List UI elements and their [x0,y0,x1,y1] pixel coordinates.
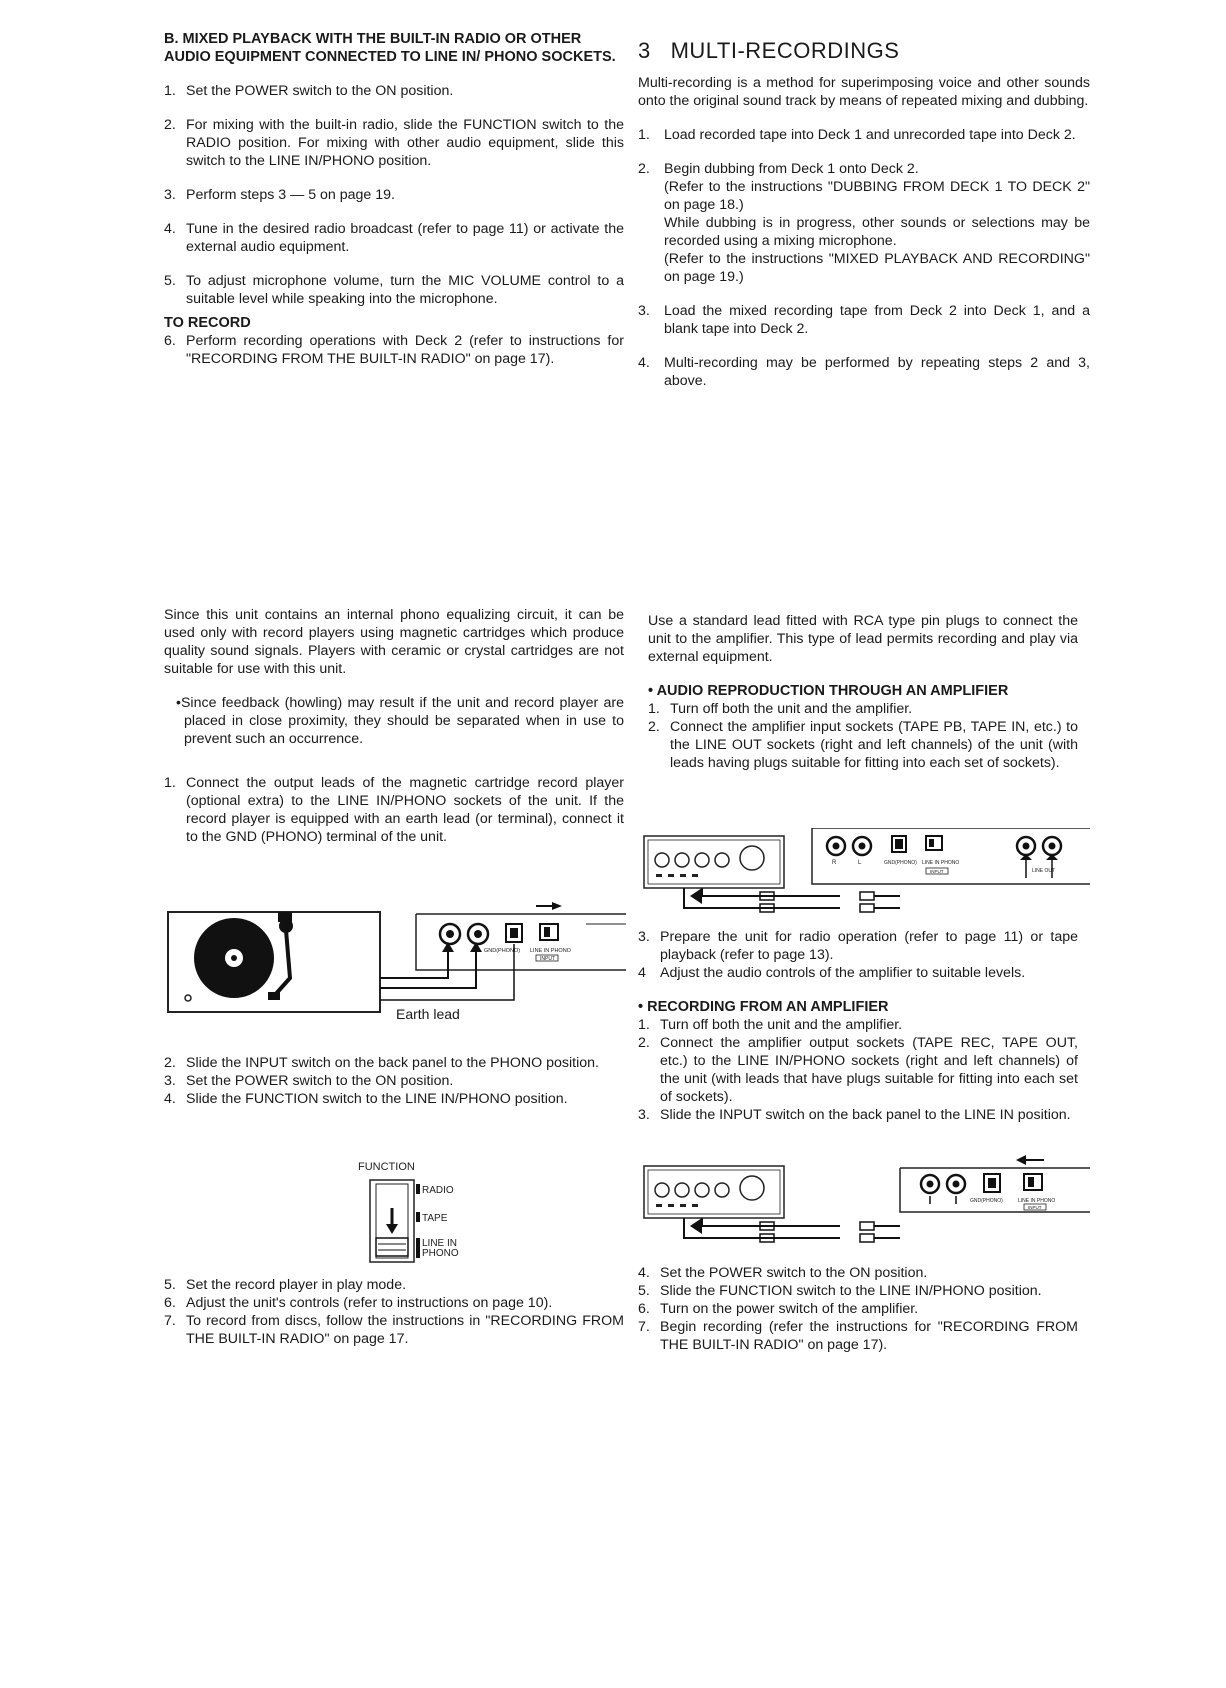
mixed-step-3: 3. Perform steps 3 — 5 on page 19. [164,187,395,203]
mixed-step-2: 2. For mixing with the built-in radio, slide the FUNCTION switch to the RADIO position. For mixing with other audio equipment, slide this switch to the LINE IN/PHONO position. [164,117,624,169]
function-switch-diagram [356,1158,496,1268]
function-line-in-label: LINE IN [422,1238,458,1249]
mixed-step-4: 4. Tune in the desired radio broadcast (refer to page 11) or activate the external audio equipment. [164,221,624,255]
phono-step-1: 1. Connect the output leads of the magnetic cartridge record player (optional extra) to the LINE IN/PHONO sockets of the unit. If the record player is equipped with an earth lead (or terminal), connect it to the GND (PHONO) terminal of the unit. [164,775,624,845]
repro-step-4: 4 Adjust the audio controls of the amplifier to suitable levels. [638,965,1026,981]
multi-intro: Multi-recording is a method for superimposing voice and other sounds onto the original sound track by means of repeated mixing and dubbing. [638,75,1090,109]
phono-section-bottom [164,1276,624,1348]
function-radio-label: RADIO [422,1185,454,1196]
repro-step-3: 3. Prepare the unit for radio operation (refer to page 11) or tape playback (refer to page 13). [638,929,1078,963]
phono-step-4: 4. Slide the FUNCTION switch to the LINE IN/PHONO position. [164,1091,568,1107]
phono-section-mid [164,1054,624,1108]
rec-step-3: 3. Slide the INPUT switch on the back panel to the LINE IN position. [638,1107,1071,1123]
amplifier-intro: Use a standard lead fitted with RCA type pin plugs to connect the unit to the amplifier. This type of lead permits recording and play via external equipment. [648,613,1078,665]
rec-step-1: 1. Turn off both the unit and the amplifier. [638,1017,903,1033]
audio-reproduction-heading: • AUDIO REPRODUCTION THROUGH AN AMPLIFIER [648,683,1009,699]
mixed-step-5: 5. To adjust microphone volume, turn the MIC VOLUME control to a suitable level while speaking into the microphone. [164,273,624,307]
phono-step-3: 3. Set the POWER switch to the ON position. [164,1073,454,1089]
svg-text:GND(PHONO): GND(PHONO) [884,860,917,866]
amplifier-line-in-diagram [640,1152,1090,1252]
amplifier-section-mid [638,928,1078,1124]
amplifier-section-top [648,612,1078,772]
rec-step-5: 5. Slide the FUNCTION switch to the LINE IN/PHONO position. [638,1283,1042,1299]
repro-step-2: 2. Connect the amplifier input sockets (TAPE PB, TAPE IN, etc.) to the LINE OUT sockets (right and left channels) of the unit (with leads having plugs suitable for fitting into each set of sockets). [648,719,1078,771]
earth-lead-label: Earth lead [396,1006,460,1022]
svg-text:INPUT: INPUT [1028,1205,1042,1210]
mixed-playback-heading: B. MIXED PLAYBACK WITH THE BUILT-IN RADIO OR OTHER AUDIO EQUIPMENT CONNECTED TO LINE IN/ PHONO SOCKETS. [164,31,616,65]
mixed-step-6: 6. Perform recording operations with Deck 2 (refer to instructions for "RECORDING FROM THE BUILT-IN RADIO" on page 17). [164,333,624,367]
multi-step-2: 2. Begin dubbing from Deck 1 onto Deck 2. (Refer to the instructions "DUBBING FROM DECK 1 TO DECK 2" on page 18.) While dubbing is in progress, other sounds or selections may be recorded using a mixing microphone. (Refer to the instructions "MIXED PLAYBACK AND RECORDING" on page 19.) [638,161,1090,285]
svg-text:LINE IN PHONO: LINE IN PHONO [1018,1198,1056,1204]
multi-step-4: 4. Multi-recording may be performed by repeating steps 2 and 3, above. [638,355,1090,389]
svg-text:INPUT: INPUT [930,869,944,874]
socket-r-label: R [832,860,837,866]
function-label: FUNCTION [358,1161,415,1173]
phono-step-6: 6. Adjust the unit's controls (refer to instructions on page 10). [164,1295,553,1311]
amplifier-section-bottom [638,1264,1078,1354]
line-in-phono-label: LINE IN PHONO [530,948,571,954]
phono-step-2: 2. Slide the INPUT switch on the back panel to the PHONO position. [164,1055,599,1071]
phono-section-top [164,606,624,846]
rec-step-6: 6. Turn on the power switch of the amplifier. [638,1301,919,1317]
amplifier-line-out-diagram [640,828,1090,924]
mixed-playback-section [164,30,624,368]
phono-step-7: 7. To record from discs, follow the instructions in "RECORDING FROM THE BUILT-IN RADIO" on page 17. [164,1313,624,1347]
multi-recordings-section [638,38,1090,390]
line-out-label: LINE OUT [1032,868,1056,874]
rec-step-4: 4. Set the POWER switch to the ON position. [638,1265,928,1281]
phono-intro: Since this unit contains an internal phono equalizing circuit, it can be used only with record players using magnetic cartridges which produce quality sound signals. Players with ceramic or crystal cartridges are not suitable for use with this unit. [164,607,624,677]
function-phono-label: PHONO [422,1248,459,1259]
phono-feedback-note: •Since feedback (howling) may result if the unit and record player are placed in close proximity, they should be separated when in use to prevent such an occurrence. [176,695,624,747]
multi-step-1: 1. Load recorded tape into Deck 1 and unrecorded tape into Deck 2. [638,127,1076,143]
rec-step-2: 2. Connect the amplifier output sockets (TAPE REC, TAPE OUT, etc.) to the LINE IN/PHONO sockets (right and left channels) of the unit (with leads that have plugs suitable for fitting into each set of sockets). [638,1035,1078,1105]
socket-l-label: L [858,860,862,866]
multi-recordings-title: 3 MULTI-RECORDINGS [638,38,900,63]
unit-panel [812,828,1090,884]
svg-text:LINE IN PHONO: LINE IN PHONO [922,860,960,866]
rec-step-7: 7. Begin recording (refer the instructions for "RECORDING FROM THE BUILT-IN RADIO" on page 17). [638,1319,1078,1353]
phono-step-5: 5. Set the record player in play mode. [164,1277,407,1293]
svg-text:GND(PHONO): GND(PHONO) [970,1198,1003,1204]
repro-step-1: 1. Turn off both the unit and the amplifier. [648,701,913,717]
to-record-heading: TO RECORD [164,315,251,331]
multi-step-3: 3. Load the mixed recording tape from Deck 2 into Deck 1, and a blank tape into Deck 2. [638,303,1090,337]
input-label: INPUT [540,956,555,962]
gnd-phono-label: GND(PHONO) [484,948,521,954]
recording-from-amplifier-heading: • RECORDING FROM AN AMPLIFIER [638,999,889,1015]
mixed-step-1: 1. Set the POWER switch to the ON position. [164,83,454,99]
function-tape-label: TAPE [422,1213,448,1224]
